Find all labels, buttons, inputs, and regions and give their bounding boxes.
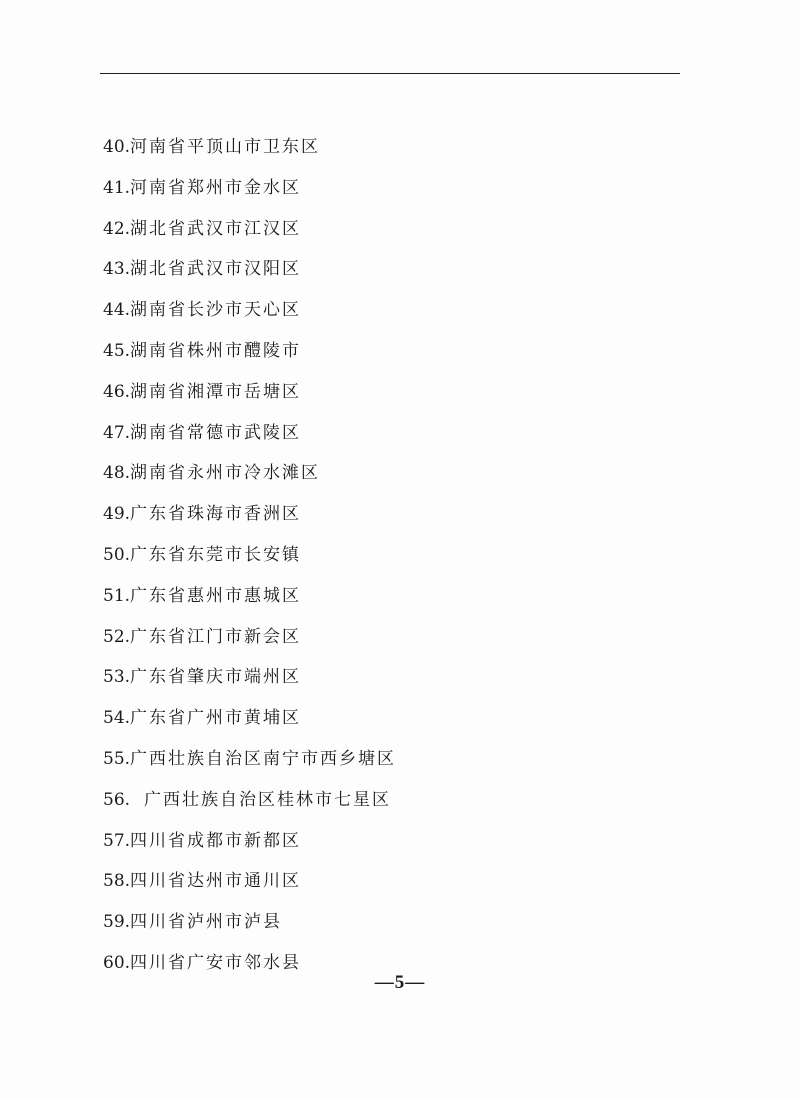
list-item: [103, 453, 396, 494]
item-text: 广西壮族自治区南宁市西乡塘区: [130, 748, 397, 769]
item-number: 56.: [103, 789, 131, 810]
region-list: [103, 127, 396, 984]
item-number: 60.: [103, 952, 131, 973]
item-number: 49.: [103, 504, 131, 525]
item-text: 广东省广州市黄埔区: [130, 708, 302, 729]
item-number: 51.: [103, 585, 131, 606]
page-number: —5—: [374, 972, 426, 993]
list-item: [103, 494, 396, 535]
item-text: 广东省江门市新会区: [130, 626, 302, 647]
list-item: [103, 331, 396, 372]
item-text: 广西壮族自治区桂林市七星区: [144, 789, 392, 810]
item-text: 河南省平顶山市卫东区: [130, 137, 321, 157]
item-text: 湖北省武汉市江汉区: [130, 218, 302, 239]
item-number: 59.: [103, 912, 131, 933]
item-text: 湖南省株州市醴陵市: [130, 340, 302, 361]
list-item: [103, 576, 396, 617]
list-item: [103, 780, 396, 821]
list-item: [103, 617, 396, 658]
item-number: 48.: [103, 463, 131, 484]
list-item: [103, 290, 396, 331]
item-number: 42.: [103, 218, 131, 239]
list-item: [103, 209, 396, 250]
item-text: 四川省广安市邻水县: [130, 952, 302, 973]
item-number: 46.: [103, 381, 131, 402]
item-number: 55.: [103, 748, 131, 769]
item-text: 湖南省永州市冷水滩区: [130, 463, 321, 484]
list-item: [103, 739, 396, 780]
item-text: 广东省肇庆市端州区: [130, 667, 302, 688]
list-item: [103, 535, 396, 576]
item-number: 53.: [103, 667, 131, 688]
item-text: 湖北省武汉市汉阳区: [130, 259, 302, 280]
item-text: 四川省达州市通川区: [130, 871, 302, 892]
item-text: 广东省东莞市长安镇: [130, 544, 302, 565]
list-item: [103, 657, 396, 698]
item-text: 湖南省常德市武陵区: [130, 422, 302, 443]
list-item: [103, 413, 396, 454]
item-text: 广东省惠州市惠城区: [130, 585, 302, 606]
list-item: [103, 168, 396, 209]
list-item: [103, 372, 396, 413]
list-item: [103, 821, 396, 862]
item-text: 湖南省长沙市天心区: [130, 300, 302, 321]
item-number: 50.: [103, 544, 131, 565]
header-rule: [100, 73, 680, 74]
item-text: 四川省泸州市泸县: [130, 912, 283, 933]
list-item: [103, 861, 396, 902]
item-text: 河南省郑州市金水区: [130, 177, 302, 198]
item-number: 41.: [103, 177, 131, 198]
list-item: [103, 698, 396, 739]
item-number: 40.: [103, 137, 131, 157]
item-text: 湖南省湘潭市岳塘区: [130, 381, 302, 402]
item-number: 43.: [103, 259, 131, 280]
item-text: 四川省成都市新都区: [130, 830, 302, 851]
item-number: 57.: [103, 830, 131, 851]
item-number: 47.: [103, 422, 131, 443]
item-number: 52.: [103, 626, 131, 647]
item-number: 54.: [103, 708, 131, 729]
item-number: 44.: [103, 300, 131, 321]
list-item: [103, 127, 396, 168]
list-item: [103, 249, 396, 290]
item-number: 45.: [103, 340, 131, 361]
item-number: 58.: [103, 871, 131, 892]
list-item: [103, 902, 396, 943]
item-text: 广东省珠海市香洲区: [130, 504, 302, 525]
